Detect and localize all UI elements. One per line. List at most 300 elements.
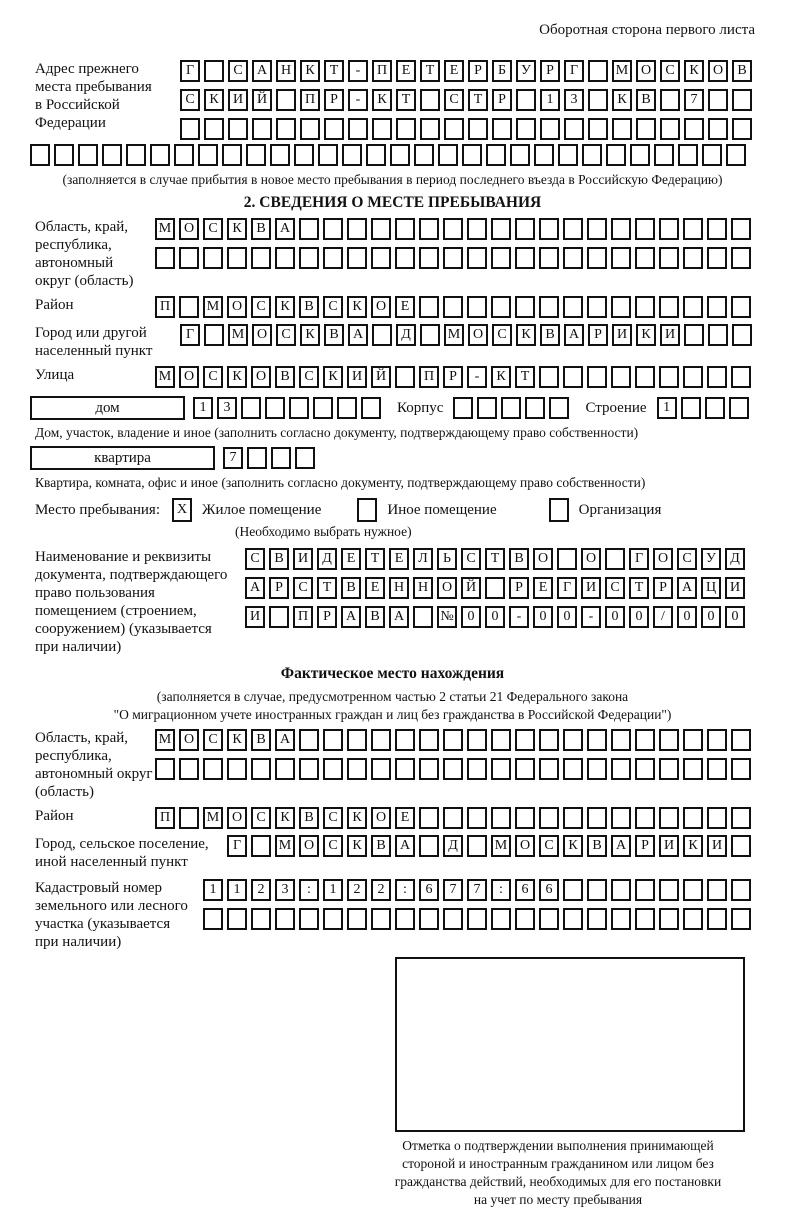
char-cell [635,758,655,780]
char-cell [275,908,295,930]
char-cell: С [180,89,200,111]
korpus-label: Корпус [397,400,444,416]
region-cells [155,218,755,269]
char-cell [659,908,679,930]
char-cell: А [677,577,697,599]
char-cell: С [228,60,248,82]
char-cell: 6 [515,879,535,901]
char-cell [467,296,487,318]
char-cell [251,908,271,930]
char-cell: Й [461,577,481,599]
char-cell [683,247,703,269]
char-cell: Д [317,548,337,570]
char-cell [683,807,703,829]
char-cell [247,447,267,469]
district-label: Район [35,297,74,313]
char-cell [732,324,752,346]
actual-region-block [30,729,755,805]
char-cell: О [636,60,656,82]
char-cell [323,247,343,269]
char-cell: М [228,324,248,346]
char-cell: К [372,89,392,111]
char-cell: У [516,60,536,82]
char-cell: О [468,324,488,346]
char-cell: 1 [540,89,560,111]
actual-region-cells [155,729,755,780]
char-cell: В [371,835,391,857]
char-cell: / [653,606,673,628]
char-cell: 7 [684,89,704,111]
cadastral-label: Кадастровый номер земельного или лесного участка (указывается при наличии) [35,880,188,950]
region-row-2 [155,247,755,269]
char-cell: С [299,366,319,388]
char-cell [635,366,655,388]
char-cell [275,758,295,780]
char-cell: В [540,324,560,346]
char-cell: Е [533,577,553,599]
char-cell [491,729,511,751]
char-cell: - [509,606,529,628]
char-cell: Д [443,835,463,857]
char-cell: Р [635,835,655,857]
cadastral-block [30,879,755,955]
char-cell [587,218,607,240]
char-cell: К [347,296,367,318]
char-cell: В [732,60,752,82]
char-cell: Й [252,89,272,111]
char-cell [347,247,367,269]
char-cell: М [203,807,223,829]
char-cell [295,447,315,469]
char-cell [323,218,343,240]
char-cell: С [251,296,271,318]
char-cell: Д [725,548,745,570]
char-cell [204,118,224,140]
char-cell [611,758,631,780]
char-cell: С [444,89,464,111]
char-cell [443,758,463,780]
char-cell: И [659,835,679,857]
char-cell [467,758,487,780]
char-cell: М [155,729,175,751]
char-cell [611,218,631,240]
char-cell: Й [371,366,391,388]
char-cell [683,366,703,388]
char-cell: 6 [419,879,439,901]
char-cell: Е [365,577,385,599]
char-cell [241,397,261,419]
char-cell [491,296,511,318]
char-cell [549,397,569,419]
char-cell [443,218,463,240]
char-cell: О [299,835,319,857]
char-cell [659,807,679,829]
char-cell [708,89,728,111]
char-cell [515,807,535,829]
char-cell: 0 [461,606,481,628]
char-cell [659,296,679,318]
char-cell [564,118,584,140]
char-cell: Г [180,324,200,346]
region-row-1 [155,218,755,240]
char-cell: М [491,835,511,857]
char-cell [635,729,655,751]
char-cell [582,144,602,166]
char-cell [492,118,512,140]
char-cell: : [299,879,319,901]
char-cell [563,908,583,930]
char-cell: А [389,606,409,628]
char-cell: С [323,296,343,318]
char-cell: О [179,218,199,240]
char-cell [467,729,487,751]
char-cell: О [227,296,247,318]
char-cell: : [491,879,511,901]
house-field-box: дом [30,396,185,420]
prev-address-caption: (заполняется в случае прибытия в новое место пребывания в период последнего въезда в Российскую Федерацию) [62,172,723,187]
document-block [30,548,755,660]
char-cell: Ь [437,548,457,570]
prev-address-label: Адрес прежнего места пребывания в Российской Федерации [35,61,152,131]
char-cell [515,758,535,780]
char-cell: 0 [533,606,553,628]
char-cell [179,807,199,829]
korpus-cells [453,397,573,419]
char-cell: Р [588,324,608,346]
char-cell [251,835,271,857]
region-block [30,218,755,294]
char-cell [420,324,440,346]
char-cell [563,729,583,751]
char-cell [155,758,175,780]
char-cell [635,908,655,930]
char-cell: О [227,807,247,829]
document-label: Наименование и реквизиты документа, подтверждающего право пользования помещением (строением, сооружением) (указывается при наличии) [35,549,228,655]
char-cell [611,729,631,751]
char-cell [731,729,751,751]
char-cell [371,908,391,930]
char-cell [366,144,386,166]
char-cell [468,118,488,140]
other-premises-checkbox [357,498,377,522]
char-cell [324,118,344,140]
char-cell: С [293,577,313,599]
char-cell [708,324,728,346]
char-cell: Р [324,89,344,111]
char-cell: К [275,296,295,318]
char-cell: П [419,366,439,388]
char-cell: К [684,60,704,82]
char-cell: В [636,89,656,111]
char-cell [438,144,458,166]
char-cell [485,577,505,599]
district-row [155,296,755,318]
char-cell [732,118,752,140]
char-cell [707,758,727,780]
char-cell: 3 [217,397,237,419]
cadastral-row-2 [203,908,755,930]
actual-city-row [227,835,755,857]
char-cell [491,807,511,829]
char-cell [150,144,170,166]
char-cell: 1 [193,397,213,419]
char-cell [515,908,535,930]
char-cell: О [179,366,199,388]
char-cell [491,908,511,930]
char-cell [678,144,698,166]
char-cell: С [492,324,512,346]
char-cell: Л [413,548,433,570]
actual-district-block [30,807,755,829]
char-cell: С [203,218,223,240]
char-cell [525,397,545,419]
char-cell [683,729,703,751]
char-cell: Р [468,60,488,82]
char-cell: Р [443,366,463,388]
char-cell [515,218,535,240]
char-cell: С [276,324,296,346]
char-cell: Т [396,89,416,111]
char-cell: В [365,606,385,628]
char-cell: 1 [203,879,223,901]
city-block [30,324,755,360]
char-cell: И [347,366,367,388]
char-cell [102,144,122,166]
char-cell: В [341,577,361,599]
char-cell [660,118,680,140]
char-cell: М [203,296,223,318]
char-cell [491,218,511,240]
char-cell: О [251,366,271,388]
section2-title: 2. СВЕДЕНИЯ О МЕСТЕ ПРЕБЫВАНИЯ [243,194,542,211]
char-cell [413,606,433,628]
house-row [30,396,755,420]
char-cell [731,247,751,269]
char-cell: 3 [275,879,295,901]
char-cell [731,218,751,240]
char-cell [155,247,175,269]
char-cell: - [348,60,368,82]
char-cell: И [581,577,601,599]
organization-checkbox [549,498,569,522]
char-cell: Н [389,577,409,599]
char-cell: В [324,324,344,346]
char-cell [289,397,309,419]
char-cell [222,144,242,166]
cadastral-cells [203,879,755,930]
char-cell [539,218,559,240]
char-cell [635,296,655,318]
stamp-box [395,957,745,1132]
char-cell [630,144,650,166]
char-cell [467,218,487,240]
residential-checkbox: X [172,498,192,522]
char-cell: - [581,606,601,628]
char-cell [419,729,439,751]
char-cell [299,218,319,240]
char-cell [563,807,583,829]
stay-type-row [30,498,755,522]
char-cell: Р [509,577,529,599]
char-cell: Н [413,577,433,599]
char-cell: Р [492,89,512,111]
char-cell: 0 [629,606,649,628]
char-cell [443,296,463,318]
other-premises-option-label: Иное помещение [387,501,497,518]
char-cell: И [293,548,313,570]
apartment-caption: Квартира, комната, офис и иное (заполнить согласно документу, подтверждающему право собственности) [35,475,646,490]
char-cell [539,366,559,388]
char-cell [477,397,497,419]
char-cell [299,758,319,780]
apartment-row [30,446,755,470]
char-cell: А [395,835,415,857]
stay-type-label: Место пребывания: [35,501,160,518]
char-cell [726,144,746,166]
char-cell [467,247,487,269]
char-cell: О [653,548,673,570]
char-cell: К [612,89,632,111]
char-cell: В [275,366,295,388]
char-cell [731,908,751,930]
char-cell [203,908,223,930]
char-cell [611,296,631,318]
char-cell [684,118,704,140]
char-cell [78,144,98,166]
char-cell: Т [468,89,488,111]
char-cell: 2 [347,879,367,901]
char-cell: Е [444,60,464,82]
char-cell [299,908,319,930]
char-cell: : [395,879,415,901]
char-cell [683,758,703,780]
char-cell: О [252,324,272,346]
char-cell [203,758,223,780]
char-cell [659,366,679,388]
char-cell: Д [396,324,416,346]
char-cell [299,729,319,751]
char-cell: 1 [657,397,677,419]
char-cell: О [515,835,535,857]
char-cell: Г [180,60,200,82]
char-cell [294,144,314,166]
char-cell: С [203,366,223,388]
char-cell [419,835,439,857]
char-cell: М [155,218,175,240]
char-cell: Г [227,835,247,857]
char-cell: Т [629,577,649,599]
header-note: Оборотная сторона первого листа [539,22,755,38]
char-cell: М [612,60,632,82]
char-cell: К [563,835,583,857]
char-cell [587,247,607,269]
char-cell [659,218,679,240]
char-cell [587,908,607,930]
city-row [180,324,756,346]
char-cell [539,296,559,318]
char-cell [269,606,289,628]
char-cell [276,89,296,111]
char-cell: К [227,729,247,751]
char-cell [372,324,392,346]
char-cell [323,908,343,930]
document-row-2 [245,577,749,599]
stay-type-note: (Необходимо выбрать нужное) [235,524,412,539]
char-cell: 2 [371,879,391,901]
char-cell [198,144,218,166]
char-cell: О [371,807,391,829]
char-cell [126,144,146,166]
char-cell [179,247,199,269]
char-cell: 7 [223,447,243,469]
char-cell [611,908,631,930]
char-cell: Т [317,577,337,599]
char-cell [510,144,530,166]
char-cell: 7 [443,879,463,901]
char-cell: О [371,296,391,318]
char-cell [588,89,608,111]
char-cell: 1 [227,879,247,901]
actual-district-label: Район [35,808,74,824]
char-cell [681,397,701,419]
char-cell [563,366,583,388]
char-cell: К [636,324,656,346]
char-cell [635,879,655,901]
char-cell [337,397,357,419]
char-cell: В [509,548,529,570]
char-cell [491,247,511,269]
char-cell [420,118,440,140]
char-cell: К [204,89,224,111]
char-cell: О [437,577,457,599]
char-cell [371,218,391,240]
char-cell: В [269,548,289,570]
char-cell [605,548,625,570]
char-cell: А [348,324,368,346]
char-cell [539,807,559,829]
char-cell: Ц [701,577,721,599]
cadastral-row-1 [203,879,755,901]
char-cell [419,247,439,269]
char-cell: С [539,835,559,857]
char-cell: Г [564,60,584,82]
char-cell [491,758,511,780]
char-cell: П [155,296,175,318]
city-label: Город или другой населенный пункт [35,325,153,359]
char-cell [729,397,749,419]
char-cell [732,89,752,111]
prev-address-block [30,60,755,140]
char-cell [563,296,583,318]
char-cell [30,144,50,166]
char-cell: Т [515,366,535,388]
char-cell [635,807,655,829]
char-cell [731,366,751,388]
char-cell [683,908,703,930]
char-cell: А [252,60,272,82]
char-cell: А [275,218,295,240]
prev-address-row-3 [180,118,756,140]
char-cell [587,366,607,388]
street-row [155,366,755,388]
char-cell [443,908,463,930]
char-cell [636,118,656,140]
char-cell [419,296,439,318]
char-cell [246,144,266,166]
char-cell: 0 [725,606,745,628]
char-cell [227,247,247,269]
char-cell [313,397,333,419]
